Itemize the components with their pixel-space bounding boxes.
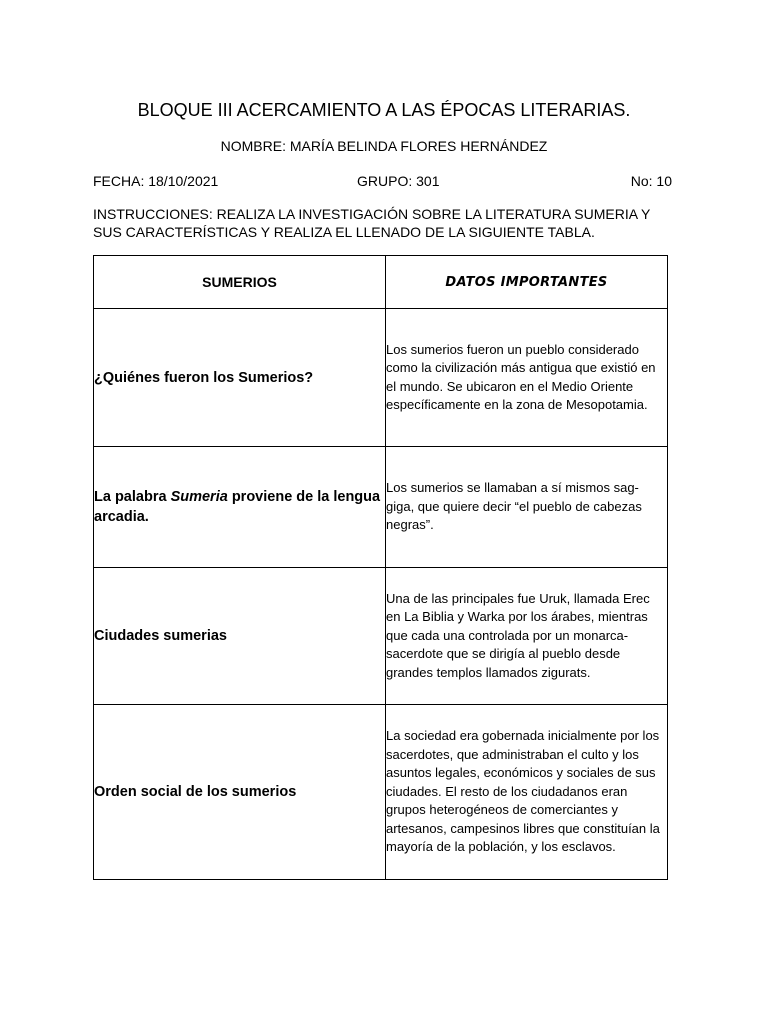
table-row — [94, 705, 668, 880]
row-topic — [94, 447, 386, 568]
student-name: NOMBRE: MARÍA BELINDA FLORES HERNÁNDEZ — [220, 138, 548, 154]
instructions: INSTRUCCIONES: REALIZA LA INVESTIGACIÓN SOBRE LA LITERATURA SUMERIA Y SUS CARACTERÍSTICAS Y REALIZA EL LLENADO DE LA SIGUIENTE TABLA. — [93, 206, 651, 240]
number-field: No: 10 — [630, 173, 672, 189]
document-title: BLOQUE III ACERCAMIENTO A LAS ÉPOCAS LITERARIAS. — [137, 100, 631, 120]
row-detail: Los sumerios fueron un pueblo considerado como la civilización más antigua que existió en el mundo. Se ubicaron en el Medio Oriente específicamente en la zona de Mesopotamia. — [386, 309, 668, 447]
group-field: GRUPO: 301 — [357, 173, 440, 189]
topic-text-before: La palabra — [94, 489, 171, 505]
row-topic: ¿Quiénes fueron los Sumerios? — [94, 309, 386, 447]
header-datos-importantes: DATOS IMPORTANTES — [386, 256, 668, 309]
table-row — [94, 568, 668, 705]
row-detail: Los sumerios se llamaban a sí mismos sag-giga, que quiere decir “el pueblo de cabezas negras”. — [386, 447, 668, 568]
table-row — [94, 309, 668, 447]
row-detail: La sociedad era gobernada inicialmente por los sacerdotes, que administraban el culto y los asuntos legales, económicos y sociales de sus ciudades. El resto de los ciudadanos eran grupos heterogéneos de comerciantes y artesanos, campesinos libres que constituían la mayoría de la población, y los esclavos. — [386, 705, 668, 880]
topic-text-after: proviene de la lengua arcadia. — [94, 489, 381, 525]
topic-text-italic: Sumeria — [170, 489, 228, 505]
row-topic: Ciudades sumerias — [94, 568, 386, 705]
sumerios-table — [93, 255, 668, 880]
date-field: FECHA: 18/10/2021 — [93, 173, 219, 189]
row-detail: Una de las principales fue Uruk, llamada Erec en La Biblia y Warka por los árabes, mientras que cada una controlada por un monarca-sacerdote que se dirigía al pueblo desde grandes templos llamados zigurats. — [386, 568, 668, 705]
header-sumerios: SUMERIOS — [94, 256, 386, 309]
row-topic: Orden social de los sumerios — [94, 705, 386, 880]
table-header-row — [94, 256, 668, 309]
table-row — [94, 447, 668, 568]
